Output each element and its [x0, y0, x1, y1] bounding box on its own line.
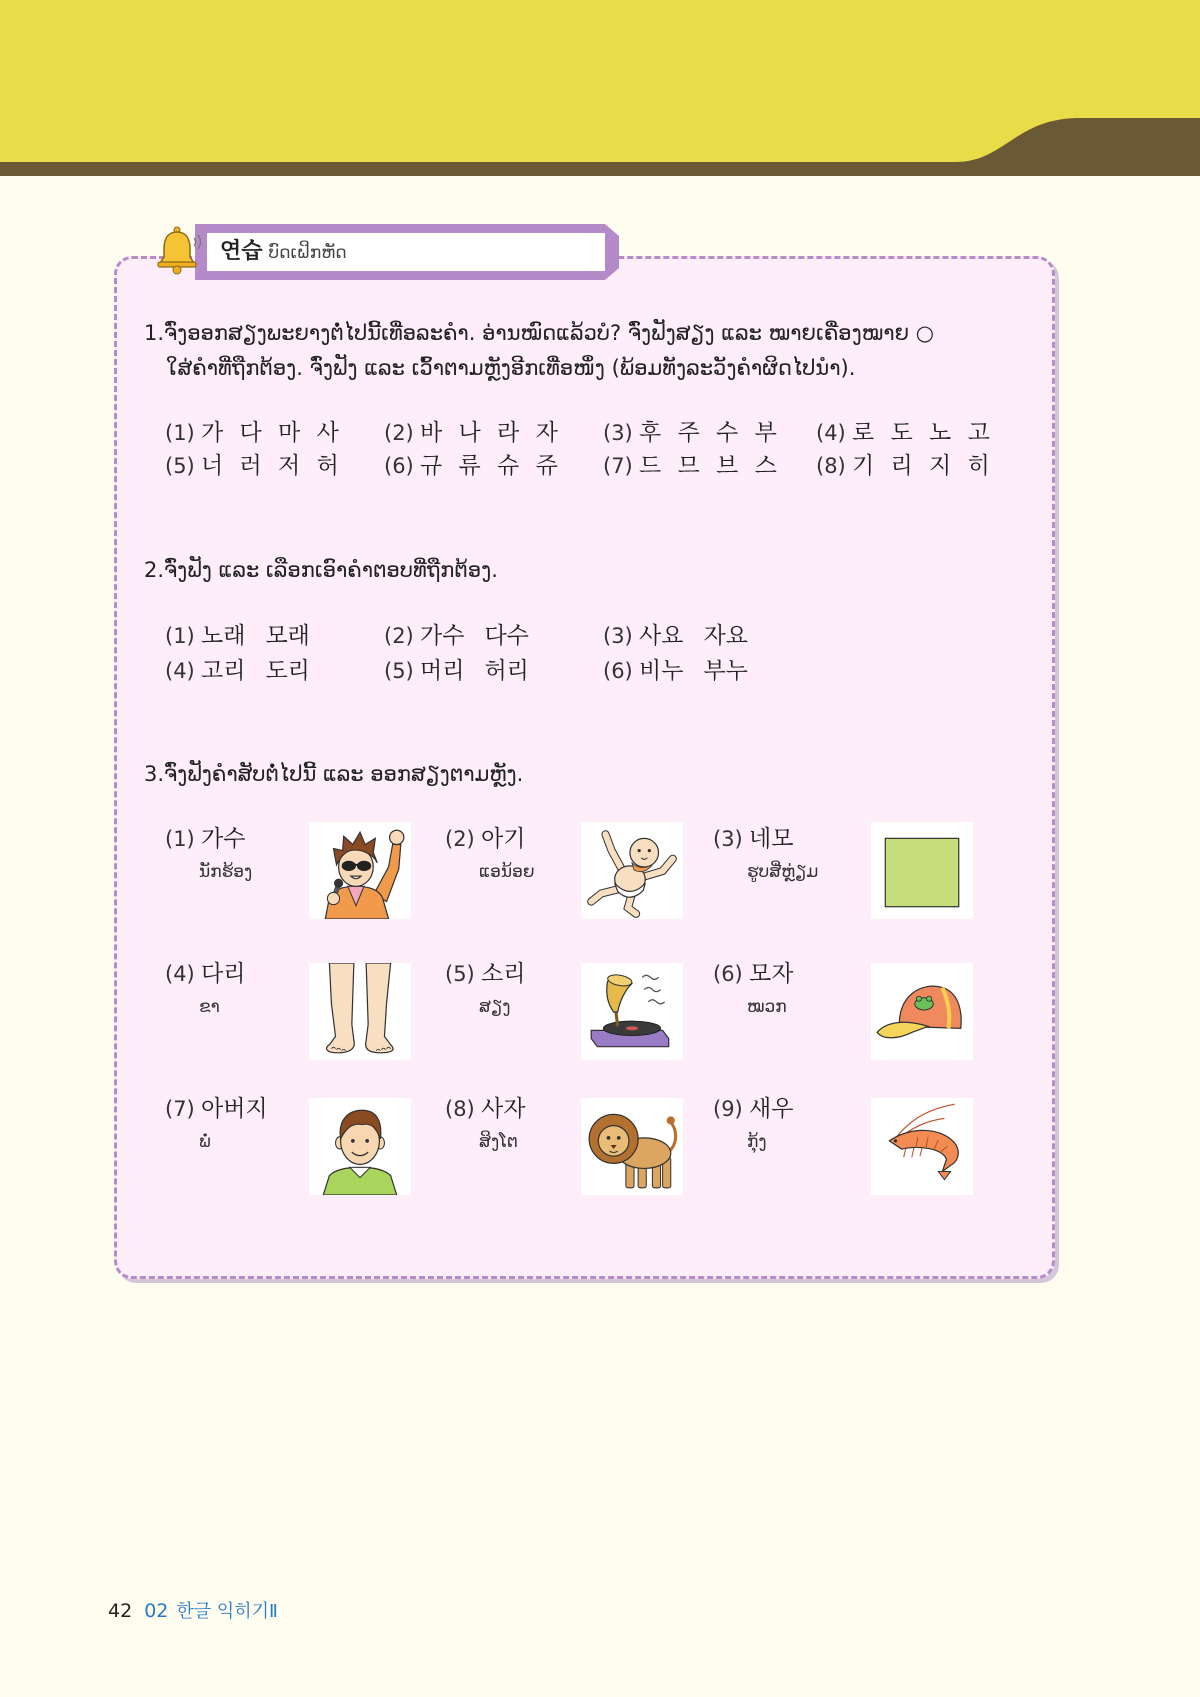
bell-icon — [156, 224, 202, 276]
ex3-item-2 — [445, 823, 585, 887]
gramophone-illustration — [581, 963, 683, 1060]
chapter-title: 한글 익히기Ⅱ — [176, 1601, 278, 1622]
item-number: (6) — [384, 454, 414, 478]
korean-word: 다리 — [201, 961, 246, 987]
lao-meaning: ກຸ້ງ — [747, 1132, 767, 1152]
ex1-item-5 — [165, 450, 339, 482]
option-b: 부누 — [703, 658, 748, 684]
exercise1-instruction-line2: ໃສ່ຄຳທີ່ຖືກຕ້ອງ. ຈົ່ງຟັງ ແລະ ເວົ້າຕາມຫຼັງອີກເທື່ອໜຶ່ງ (ພ້ອມທັງລະວັງຄຳຜິດໄປນຳ). — [166, 356, 856, 380]
item-number: (4) — [165, 659, 195, 683]
ex1-item-7 — [603, 450, 777, 482]
korean-word: 아버지 — [201, 1096, 268, 1122]
ex2-item-6 — [603, 655, 748, 687]
lao-meaning: ສຽງ — [479, 997, 511, 1017]
lao-meaning: ແອນ້ອຍ — [479, 862, 535, 882]
section-title-lao: ບົດເຝິກຫັດ — [268, 243, 347, 263]
item-number: (4) — [816, 421, 846, 445]
father-illustration — [309, 1098, 411, 1195]
item-number: (3) — [713, 827, 743, 851]
exercise1-text-line1: ຈົ່ງອອກສຽງພະຍາງຕໍ່ໄປນີ້ເທື່ອລະຄຳ. ອ່ານໝົດແລ້ວບໍ? ຈົ່ງຟັງສຽງ ແລະ ໝາຍເຄື່ອງໝາຍ ○ — [164, 321, 935, 345]
exercise3-text: ຈົ່ງຟັງຄຳສັບຕໍ່ໄປນີ້ ແລະ ອອກສຽງຕາມຫຼັງ. — [164, 762, 524, 786]
option-a: 고리 — [201, 658, 246, 684]
korean-word: 가수 — [201, 826, 246, 852]
lao-meaning: ສິງໂຕ — [479, 1132, 518, 1152]
item-number: (8) — [445, 1097, 475, 1121]
item-number: (9) — [713, 1097, 743, 1121]
korean-word: 네모 — [749, 826, 794, 852]
option-b: 허리 — [484, 658, 529, 684]
top-banner — [0, 0, 1200, 178]
exercise3-number: 3. — [144, 762, 165, 786]
cap-illustration — [871, 963, 973, 1060]
korean-word: 새우 — [749, 1096, 794, 1122]
item-number: (7) — [603, 454, 633, 478]
page-number: 42 — [108, 1600, 133, 1622]
lao-meaning: ຂາ — [199, 997, 220, 1017]
ex1-item-4 — [816, 417, 990, 449]
item-number: (3) — [603, 421, 633, 445]
option-a: 노래 — [201, 623, 246, 649]
ex1-item-2 — [384, 417, 558, 449]
lion-illustration — [581, 1098, 683, 1195]
item-number: (6) — [603, 659, 633, 683]
item-number: (1) — [165, 624, 195, 648]
ex1-item-6 — [384, 450, 558, 482]
item-number: (4) — [165, 962, 195, 986]
ex3-item-9 — [713, 1093, 853, 1157]
item-number: (5) — [445, 962, 475, 986]
option-a: 가수 — [420, 623, 465, 649]
item-number: (2) — [384, 624, 414, 648]
item-number: (6) — [713, 962, 743, 986]
section-title — [220, 238, 347, 266]
syllables: 드 므 브 스 — [639, 453, 777, 479]
option-b: 도리 — [265, 658, 310, 684]
lao-meaning: ພໍ່ — [199, 1132, 211, 1152]
item-number: (1) — [165, 827, 195, 851]
syllables: 규 류 슈 쥬 — [420, 453, 558, 479]
ex3-item-1 — [165, 823, 305, 887]
option-a: 머리 — [420, 658, 465, 684]
syllables: 기 리 지 히 — [852, 453, 990, 479]
exercise2-text: ຈົ່ງຟັງ ແລະ ເລືອກເອົາຄຳຕອບທີ່ຖືກຕ້ອງ. — [164, 558, 498, 582]
item-number: (2) — [445, 827, 475, 851]
korean-word: 아기 — [481, 826, 526, 852]
ex2-item-1 — [165, 620, 310, 652]
ex1-item-1 — [165, 417, 339, 449]
item-number: (5) — [165, 454, 195, 478]
ex2-item-5 — [384, 655, 529, 687]
section-title-korean: 연습 — [220, 239, 263, 264]
ex3-item-8 — [445, 1093, 585, 1157]
item-number: (7) — [165, 1097, 195, 1121]
syllables: 가 다 마 사 — [201, 420, 339, 446]
lao-meaning: ໝວກ — [747, 997, 787, 1017]
item-number: (3) — [603, 624, 633, 648]
option-b: 자요 — [703, 623, 748, 649]
ex1-item-8 — [816, 450, 990, 482]
korean-word: 사자 — [481, 1096, 526, 1122]
baby-illustration — [581, 822, 683, 919]
ex3-item-5 — [445, 958, 585, 1022]
korean-word: 소리 — [481, 961, 526, 987]
syllables: 바 나 라 자 — [420, 420, 558, 446]
ex2-item-3 — [603, 620, 748, 652]
ex3-item-7 — [165, 1093, 305, 1157]
ex3-item-6 — [713, 958, 853, 1022]
option-a: 사요 — [639, 623, 684, 649]
syllables: 후 주 수 부 — [639, 420, 777, 446]
option-a: 비누 — [639, 658, 684, 684]
exercise1-instruction-line1 — [144, 318, 934, 348]
korean-word: 모자 — [749, 961, 794, 987]
exercise3-instruction — [144, 759, 523, 789]
page-footer — [108, 1598, 278, 1625]
exercise1-number: 1. — [144, 321, 165, 345]
green-square-illustration — [871, 822, 973, 919]
lao-meaning: ຮູບສີ່ຫຼ່ຽມ — [747, 862, 819, 882]
legs-illustration — [309, 963, 411, 1060]
option-b: 모래 — [265, 623, 310, 649]
lao-meaning: ນັກຮ້ອງ — [199, 862, 253, 882]
ex3-item-4 — [165, 958, 305, 1022]
item-number: (2) — [384, 421, 414, 445]
item-number: (1) — [165, 421, 195, 445]
exercise2-number: 2. — [144, 558, 165, 582]
ex1-item-3 — [603, 417, 777, 449]
shrimp-illustration — [871, 1098, 973, 1195]
ex2-item-2 — [384, 620, 529, 652]
option-b: 다수 — [484, 623, 529, 649]
syllables: 로 도 노 고 — [852, 420, 990, 446]
chapter-number: 02 — [144, 1600, 169, 1622]
ex2-item-4 — [165, 655, 310, 687]
ex3-item-3 — [713, 823, 853, 887]
item-number: (5) — [384, 659, 414, 683]
exercise2-instruction — [144, 555, 498, 585]
singer-illustration — [309, 822, 411, 919]
syllables: 너 러 저 허 — [201, 453, 339, 479]
item-number: (8) — [816, 454, 846, 478]
